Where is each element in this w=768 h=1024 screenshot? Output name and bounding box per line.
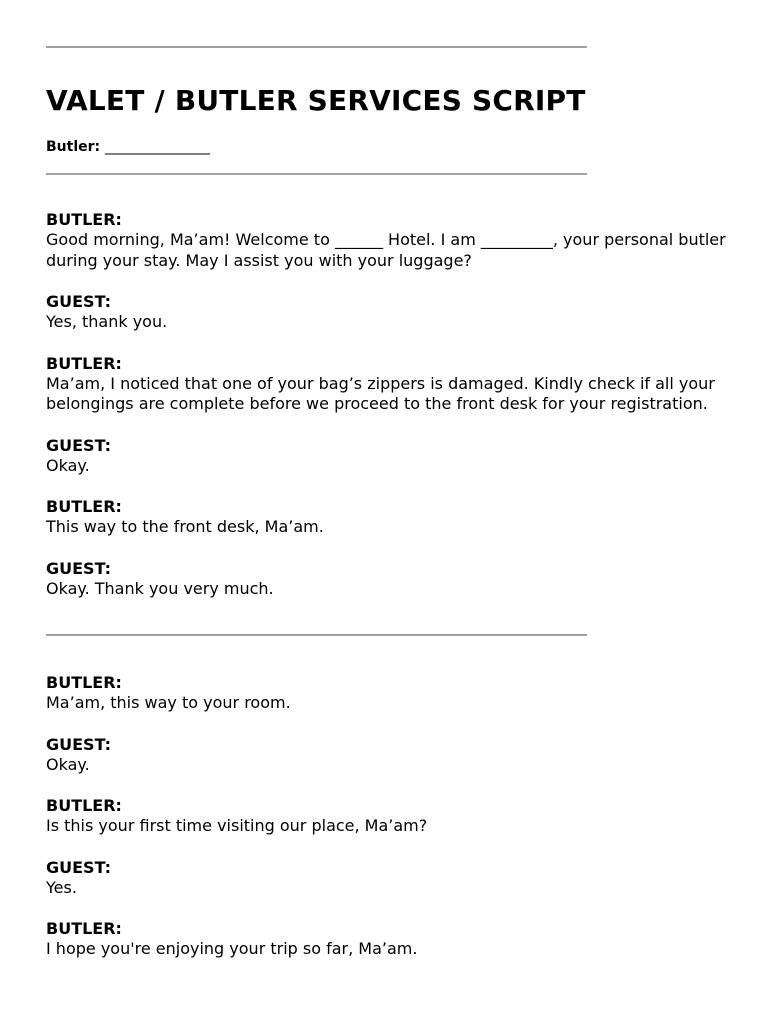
dialogue-line: [46, 436, 726, 477]
page-title: VALET / BUTLER SERVICES SCRIPT: [46, 84, 586, 117]
top-divider: [46, 46, 587, 48]
speaker-label: BUTLER:: [46, 919, 122, 938]
dialogue-text: I hope you're enjoying your trip so far, Ma’am.: [46, 939, 418, 958]
dialogue-line: [46, 559, 726, 600]
dialogue-text: Yes.: [46, 877, 77, 897]
dialogue-text: This way to the front desk, Ma’am.: [46, 517, 324, 536]
dialogue-text: Okay. Thank you very much.: [46, 578, 274, 598]
dialogue-line: [46, 292, 726, 333]
dialogue-line: [46, 673, 726, 714]
dialogue-text: Good morning, Ma’am! Welcome to ______ Hotel. I am _________, your personal butler during your stay. May I assist you with your luggage?: [46, 230, 726, 270]
speaker-label: GUEST:: [46, 857, 112, 877]
butler-blank: _______________: [105, 139, 211, 155]
dialogue-line: [46, 796, 726, 837]
speaker-label: BUTLER:: [46, 353, 122, 373]
dialogue-text: Ma’am, this way to your room.: [46, 693, 291, 712]
dialogue-section-arrival: [46, 210, 726, 620]
speaker-label: BUTLER:: [46, 673, 122, 692]
speaker-label: GUEST:: [46, 558, 112, 578]
butler-label: Butler:: [46, 139, 101, 155]
speaker-label: BUTLER:: [46, 210, 122, 229]
dialogue-line: [46, 497, 726, 538]
dialogue-text: Yes, thank you.: [46, 312, 168, 331]
speaker-label: BUTLER:: [46, 796, 122, 815]
dialogue-text: Is this your first time visiting our place, Ma’am?: [46, 816, 428, 835]
dialogue-line: [46, 354, 726, 415]
butler-name-field: [46, 139, 210, 155]
speaker-label: GUEST:: [46, 734, 112, 754]
dialogue-line: [46, 210, 726, 271]
section-divider: [46, 634, 587, 636]
speaker-label: GUEST:: [46, 435, 112, 455]
dialogue-line: [46, 919, 726, 960]
dialogue-line: [46, 858, 726, 899]
dialogue-text: Ma’am, I noticed that one of your bag’s zippers is damaged. Kindly check if all your belongings are complete before we proceed to the front desk for your registration.: [46, 373, 715, 413]
dialogue-text: Okay.: [46, 754, 90, 774]
speaker-label: GUEST:: [46, 292, 112, 311]
dialogue-section-room: [46, 673, 726, 981]
header-divider: [46, 173, 587, 175]
dialogue-line: [46, 735, 726, 776]
speaker-label: BUTLER:: [46, 497, 122, 516]
dialogue-text: Okay.: [46, 455, 90, 475]
